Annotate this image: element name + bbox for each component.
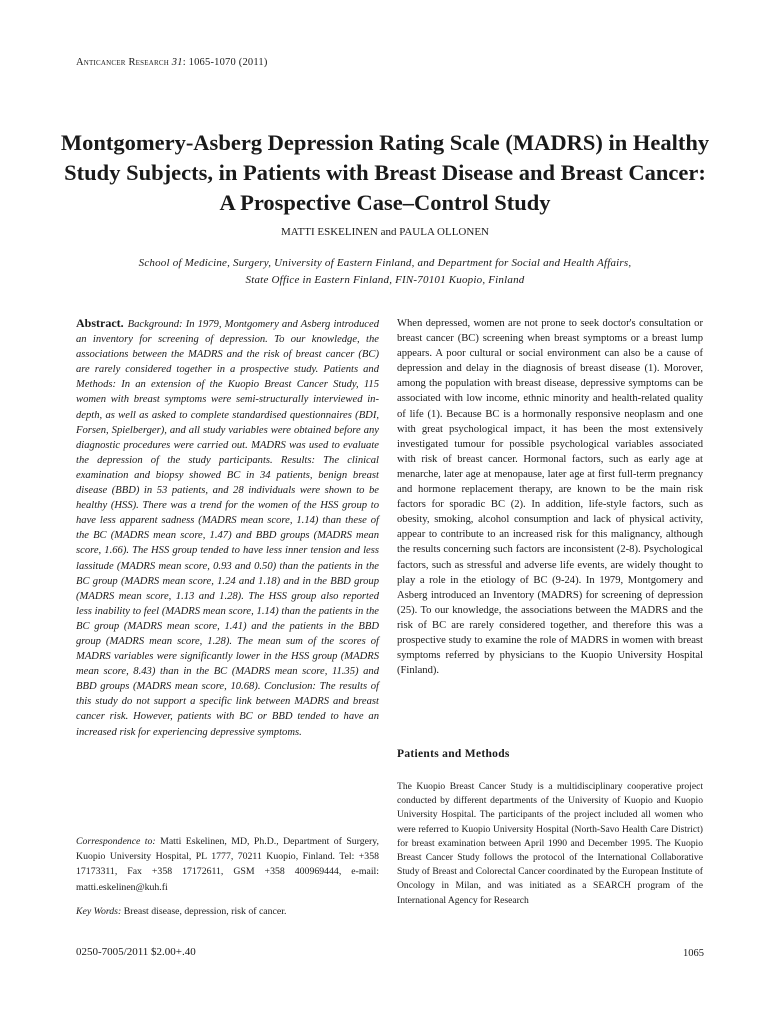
- abstract-label: Abstract.: [76, 316, 124, 330]
- journal-pages: : 1065-1070 (2011): [182, 57, 268, 68]
- author-affiliation: [60, 255, 710, 289]
- methods-text: The Kuopio Breast Cancer Study is a multidisciplinary cooperative project conducted by different departments of the University of Kuopio and Kuopio University Hospital. The participants of the project included all women who were referred to Kuopio University Hospital (North-Savo Health Care District) for breast examination between April 1990 and December 1995. The Kuopio Breast Cancer Study follows the protocol of the International Collaborative Study of Breast and Colorectal Cancer coordinated by the European Institute of Oncology in Milan, and was initiated as a SEARCH program of the International Agency for Research: [397, 781, 703, 906]
- page-number: 1065: [683, 948, 704, 959]
- article-authors: MATTI ESKELINEN and PAULA OLLONEN: [281, 226, 489, 238]
- affiliation-line-2: State Office in Eastern Finland, FIN-70101 Kuopio, Finland: [245, 274, 525, 286]
- abstract: [76, 316, 379, 740]
- correspondence-text: Matti Eskelinen, MD, Ph.D., Department of Surgery, Kuopio University Hospital, PL 1777, 70211 Kuopio, Finland. Tel: +358 17173311, Fax +358 17172611, GSM +358 400969444, e-mail: matti.eskelinen@kuh.fi: [76, 836, 379, 893]
- section-heading-methods: Patients and Methods: [397, 748, 510, 760]
- affiliation-line-1: School of Medicine, Surgery, University of Eastern Finland, and Department for Social and Health Affairs,: [138, 257, 632, 269]
- introduction-text: When depressed, women are not prone to seek doctor's consultation or breast cancer (BC) screening when breast symptoms or a breast lump appears. A poor cultural or social environment can also be a cause of depression and delay in the diagnosis of breast disease (1). Morover, among the population with breast disease, depressive symptoms can be associated with low income, ethnic minority and health-related quality of life (1). Because BC is a hormonally responsive neoplasm and one with great psychological impact, it has been the most extensively investigated tumour for possible psychological variables associated with risk of breast cancer. Hormonal factors, such as early age at menarche, later age at menopause, later age at first full-term pregnancy and hormone replacement therapy, are known to be the main risk factors for sporadic BC (2). In addition, life-style factors, such as obesity, smoking, alcohol consumption and lack of physical activity, appear to contribute to an increased risk for this malignancy, although the results concerning such factors are inconsistent (2-8). Psychological factors, such as stressful and adverse life events, are widely thought to play a role in the etiology of BC (9-24). In 1979, Montgomery and Asberg introduced an Inventory (MADRS) for screening of depression (25). To our knowledge, the associations between the MADRS and the risk of BC are rarely considered together, and therefore this was a prospective study to examine the role of MADRS in women with breast symptoms referred by physicians to the Kuopio University Hospital (Finland).: [397, 318, 703, 677]
- keywords: [76, 904, 379, 919]
- issn-price: 0250-7005/2011 $2.00+.40: [76, 946, 196, 958]
- abstract-text: Background: In 1979, Montgomery and Asberg introduced an inventory for screening of depression. To our knowledge, the associations between the MADRS and the risk of breast cancer (BC) are rarely considered together in a prospective study. Patients and Methods: In an extension of the Kuopio Breast Cancer Study, 115 women with breast symptoms were semi-structurally interviewed in-depth, as well as asked to complete standardised questionnaires (BDI, Forsen, Spielberger), and all study variables were obtained before any diagnostic procedures were carried out. MADRS was used to evaluate the depression of the study participants. Results: The clinical examination and biopsy showed BC in 34 patients, benign breast disease (BBD) in 53 patients, and 28 individuals were shown to be healthy (HSS). There was a trend for the women of the HSS group to have less apparent sadness (MADRS mean score, 1.14) than these of the BC (MADRS mean score, 1.47) and BBD groups (MADRS mean score, 1.66). The HSS group tended to have less inner tension and less lassitude (MADRS mean score, 0.93 and 0.50) than the patients in the BC group (MADRS mean score, 1.24 and 1.18) and in the BBD group (MADRS mean score, 1.13 and 1.28). The HSS group also reported less inability to feel (MADRS mean score, 1.14) than the patients in the BC group (MADRS mean score, 1.41) and the patients in the BBD group (MADRS mean score, 1.28). The mean sum of the scores of MADRS variables were significantly lower in the HSS group (MADRS mean score, 8.43) than in the BC (MADRS mean score, 11.35) and BBD groups (MADRS mean score, 10.68). Conclusion: The results of this study do not support a specific link between MADRS and breast cancer risk. However, patients with BC or BBD tended to have an increased risk for experiencing depressive symptoms.: [76, 319, 379, 738]
- keywords-label: Key Words:: [76, 906, 122, 917]
- running-head: [76, 57, 268, 68]
- journal-name: Anticancer Research: [76, 57, 169, 68]
- correspondence: [76, 834, 379, 895]
- correspondence-label: Correspondence to:: [76, 836, 156, 847]
- keywords-text: Breast disease, depression, risk of cancer.: [123, 906, 287, 917]
- article-title: Montgomery-Asberg Depression Rating Scale (MADRS) in Healthy Study Subjects, in Patients with Breast Disease and Breast Cancer: A Prospective Case–Control Study: [60, 130, 710, 215]
- journal-volume: 31: [171, 57, 183, 68]
